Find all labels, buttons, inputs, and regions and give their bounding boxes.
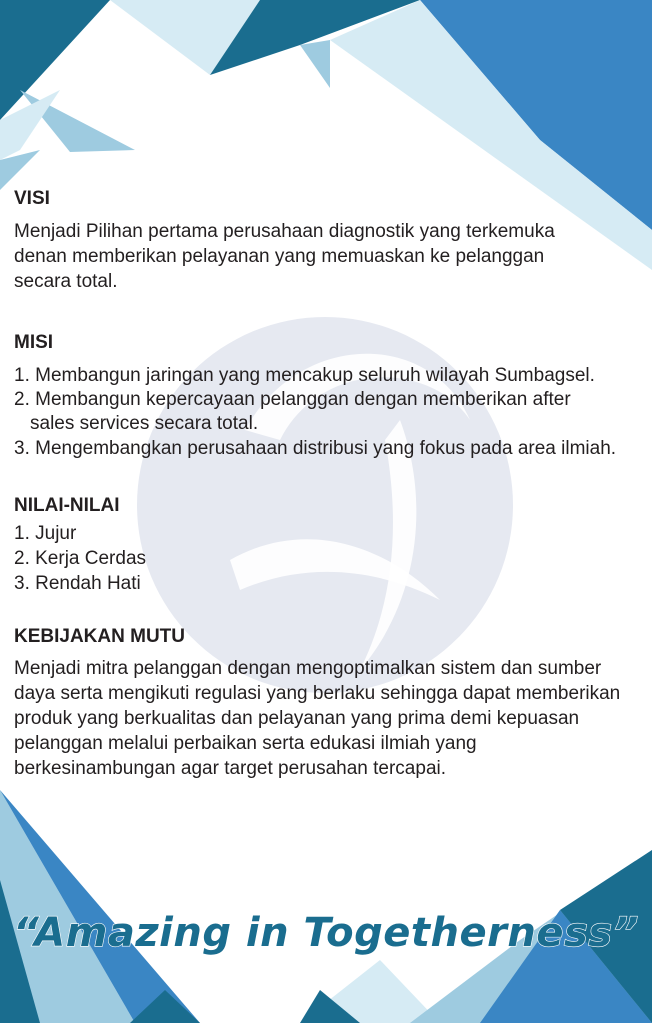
visi-line: Menjadi Pilihan pertama perusahaan diagnostik yang terkemuka <box>14 221 555 242</box>
visi-heading: VISI <box>14 188 50 209</box>
misi-heading: MISI <box>14 332 54 353</box>
kebijakan-line: produk yang berkualitas dan pelayanan yang prima demi kepuasan <box>14 708 580 729</box>
nilai-item: 1. Jujur <box>14 523 77 544</box>
misi-item: 3. Mengembangkan perusahaan distribusi yang fokus pada area ilmiah. <box>14 438 617 459</box>
visi-line: denan memberikan pelayanan yang memuaskan ke pelanggan <box>14 246 545 267</box>
kebijakan-line: pelanggan melalui perbaikan serta edukasi ilmiah yang <box>14 733 477 754</box>
misi-item-continuation <box>14 412 258 436</box>
misi-item: 2. Membangun kepercayaan pelanggan dengan memberikan after <box>14 389 571 410</box>
tagline: “Amazing in Togetherness” <box>13 910 639 956</box>
kebijakan-line: Menjadi mitra pelanggan dengan mengoptimalkan sistem dan sumber <box>14 658 602 679</box>
nilai-item: 2. Kerja Cerdas <box>14 548 147 569</box>
nilai-heading: NILAI-NILAI <box>14 495 120 516</box>
kebijakan-line: daya serta mengikuti regulasi yang berlaku sehingga dapat memberikan <box>14 683 621 704</box>
visi-line: secara total. <box>14 271 118 292</box>
misi-item-continuation-text: sales services secara total. <box>30 413 259 434</box>
nilai-item: 3. Rendah Hati <box>14 573 141 594</box>
kebijakan-line: berkesinambungan agar target perusahan tercapai. <box>14 758 447 779</box>
misi-item: 1. Membangun jaringan yang mencakup seluruh wilayah Sumbagsel. <box>14 365 595 386</box>
kebijakan-heading: KEBIJAKAN MUTU <box>14 626 185 647</box>
